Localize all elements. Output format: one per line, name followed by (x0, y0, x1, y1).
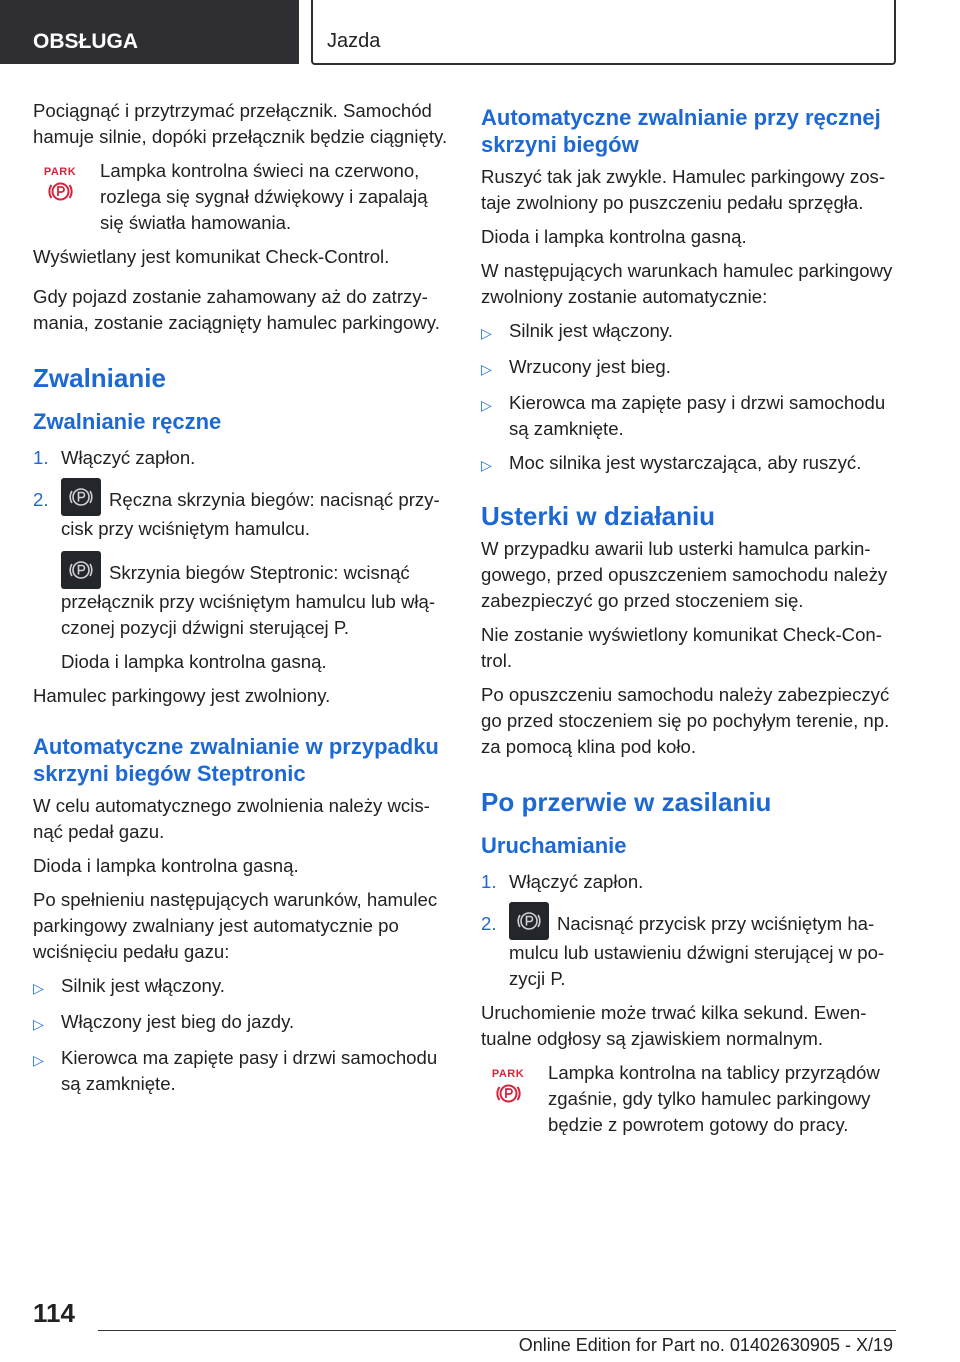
park-note (33, 158, 453, 236)
page-number: 114 (33, 1298, 75, 1328)
heading-auto-release-manual: Automatyczne zwalnianie przy ręcznej skrzyni biegów (481, 105, 881, 157)
parking-brake-button-icon (61, 551, 101, 589)
heading-auto-release-steptronic: Automatyczne zwalnianie w przypadku skrzyni biegów Steptronic (33, 734, 439, 786)
heading-release: Zwalnianie (33, 363, 166, 393)
park-note (481, 1060, 901, 1138)
list-item-text: Moc silnika jest wystarczająca, aby ruszyć. (509, 452, 862, 473)
footer-divider (98, 1330, 896, 1331)
paragraph: Nie zostanie wyświetlony komunikat Check-Control. (481, 624, 882, 671)
list-item-text: Silnik jest włączony. (61, 975, 225, 996)
triangle-bullet-icon: ▷ (481, 457, 492, 473)
header-chapter-title: Jazda (311, 0, 896, 65)
list-item (481, 354, 901, 382)
steptronic-note (33, 560, 453, 641)
list-item-text: Kierowca ma zapięte pasy i drzwi samochodu są zamknięte. (509, 392, 886, 439)
step-number: 2. (481, 913, 497, 934)
parking-brake-button-icon (61, 478, 101, 516)
paragraph: Wyświetlany jest komunikat Check-Control. (33, 246, 390, 267)
triangle-bullet-icon: ▷ (33, 1016, 44, 1032)
numbered-step (33, 487, 453, 542)
paragraph: W przypadku awarii lub usterki hamulca parkingowego, przed opuszczeniem samochodu należy zabezpieczyć go przed stoczeniem się. (481, 538, 888, 611)
park-label: PARK (491, 1068, 525, 1080)
header-section-tab: OBSŁUGA (0, 0, 299, 64)
list-item (481, 318, 901, 346)
step-number: 1. (33, 447, 49, 468)
park-brake-warning-icon (33, 166, 87, 218)
steptronic-text: Skrzynia biegów Steptronic: wcisnąć przełącznik przy wciśniętym hamulcu lub włączonej pozycji dźwigni sterującej P. (61, 562, 436, 638)
step-text: Ręczna skrzynia biegów: nacisnąć przycisk przy wciśniętym hamulcu. (61, 489, 440, 539)
paragraph: Uruchomienie może trwać kilka sekund. Ewentualne odgłosy są zjawiskiem normalnym. (481, 1002, 867, 1049)
paragraph: W następujących warunkach hamulec parkingowy zwolniony zostanie automatycznie: (481, 260, 893, 307)
list-item-text: Kierowca ma zapięte pasy i drzwi samochodu są zamknięte. (61, 1047, 438, 1094)
paragraph: Pociągnąć i przytrzymać przełącznik. Samochód hamuje silnie, dopóki przełącznik będzie ciągnięty. (33, 100, 448, 147)
paragraph: Hamulec parkingowy jest zwolniony. (33, 685, 331, 706)
park-note-text: Lampka kontrolna świeci na czerwono, rozlega się sygnał dźwiękowy i zapalają się światła hamowania. (100, 160, 428, 233)
paragraph: Dioda i lampka kontrolna gasną. (33, 855, 299, 876)
park-label: PARK (43, 166, 77, 178)
right-column (481, 104, 901, 1146)
park-circle-icon (496, 1081, 521, 1106)
list-item-text: Wrzucony jest bieg. (509, 356, 671, 377)
paragraph: Po opuszczeniu samochodu należy zabezpieczyć go przed stoczeniem się po pochyłym terenie, np. za pomocą klina pod koło. (481, 684, 890, 757)
heading-manual-release: Zwalnianie ręczne (33, 409, 222, 434)
paragraph: W celu automatycznego zwolnienia należy wcisnąć pedał gazu. (33, 795, 430, 842)
list-item (33, 1009, 453, 1037)
triangle-bullet-icon: ▷ (33, 1052, 44, 1068)
triangle-bullet-icon: ▷ (481, 325, 492, 341)
footer-edition: Online Edition for Part no. 01402630905 - X/19 (518, 1335, 893, 1355)
list-item (33, 973, 453, 1001)
list-item-text: Silnik jest włączony. (509, 320, 673, 341)
list-item-text: Włączony jest bieg do jazdy. (61, 1011, 295, 1032)
numbered-step (33, 445, 453, 471)
list-item (481, 450, 901, 478)
list-item (33, 1045, 453, 1097)
list-item (481, 390, 901, 442)
step-number: 2. (33, 489, 49, 510)
park-note-text: Lampka kontrolna na tablicy przyrządów zgaśnie, gdy tylko hamulec parkingowy będzie z powrotem gotowy do pracy. (548, 1062, 880, 1135)
step-content (61, 487, 453, 542)
heading-after-power-loss: Po przerwie w zasilaniu (481, 787, 772, 817)
parking-brake-button-icon (509, 902, 549, 940)
step-number: 1. (481, 871, 497, 892)
park-brake-warning-icon (481, 1068, 535, 1120)
paragraph: Dioda i lampka kontrolna gasną. (61, 651, 327, 672)
paragraph: Po spełnieniu następujących warunków, hamulec parkingowy zwalniany jest automatycznie po wciśnięciu pedału gazu: (33, 889, 438, 962)
step-text: Nacisnąć przycisk przy wciśniętym hamulcu lub ustawieniu dźwigni sterującej w pozycji P. (509, 913, 885, 989)
paragraph: Gdy pojazd zostanie zahamowany aż do zatrzymania, zostanie zaciągnięty hamulec parkingowy. (33, 286, 440, 333)
triangle-bullet-icon: ▷ (481, 397, 492, 413)
paragraph: Ruszyć tak jak zwykle. Hamulec parkingowy zostaje zwolniony po puszczeniu pedału sprzęgła. (481, 166, 886, 213)
triangle-bullet-icon: ▷ (481, 361, 492, 377)
triangle-bullet-icon: ▷ (33, 980, 44, 996)
left-column (33, 98, 453, 1105)
park-circle-icon (48, 179, 73, 204)
step-text: Włączyć zapłon. (61, 447, 196, 468)
paragraph: Dioda i lampka kontrolna gasną. (481, 226, 747, 247)
heading-start: Uruchamianie (481, 833, 627, 858)
heading-faults: Usterki w działaniu (481, 501, 716, 531)
numbered-step (481, 911, 901, 992)
numbered-step (481, 869, 901, 895)
step-text: Włączyć zapłon. (509, 871, 644, 892)
step-content (509, 911, 901, 992)
